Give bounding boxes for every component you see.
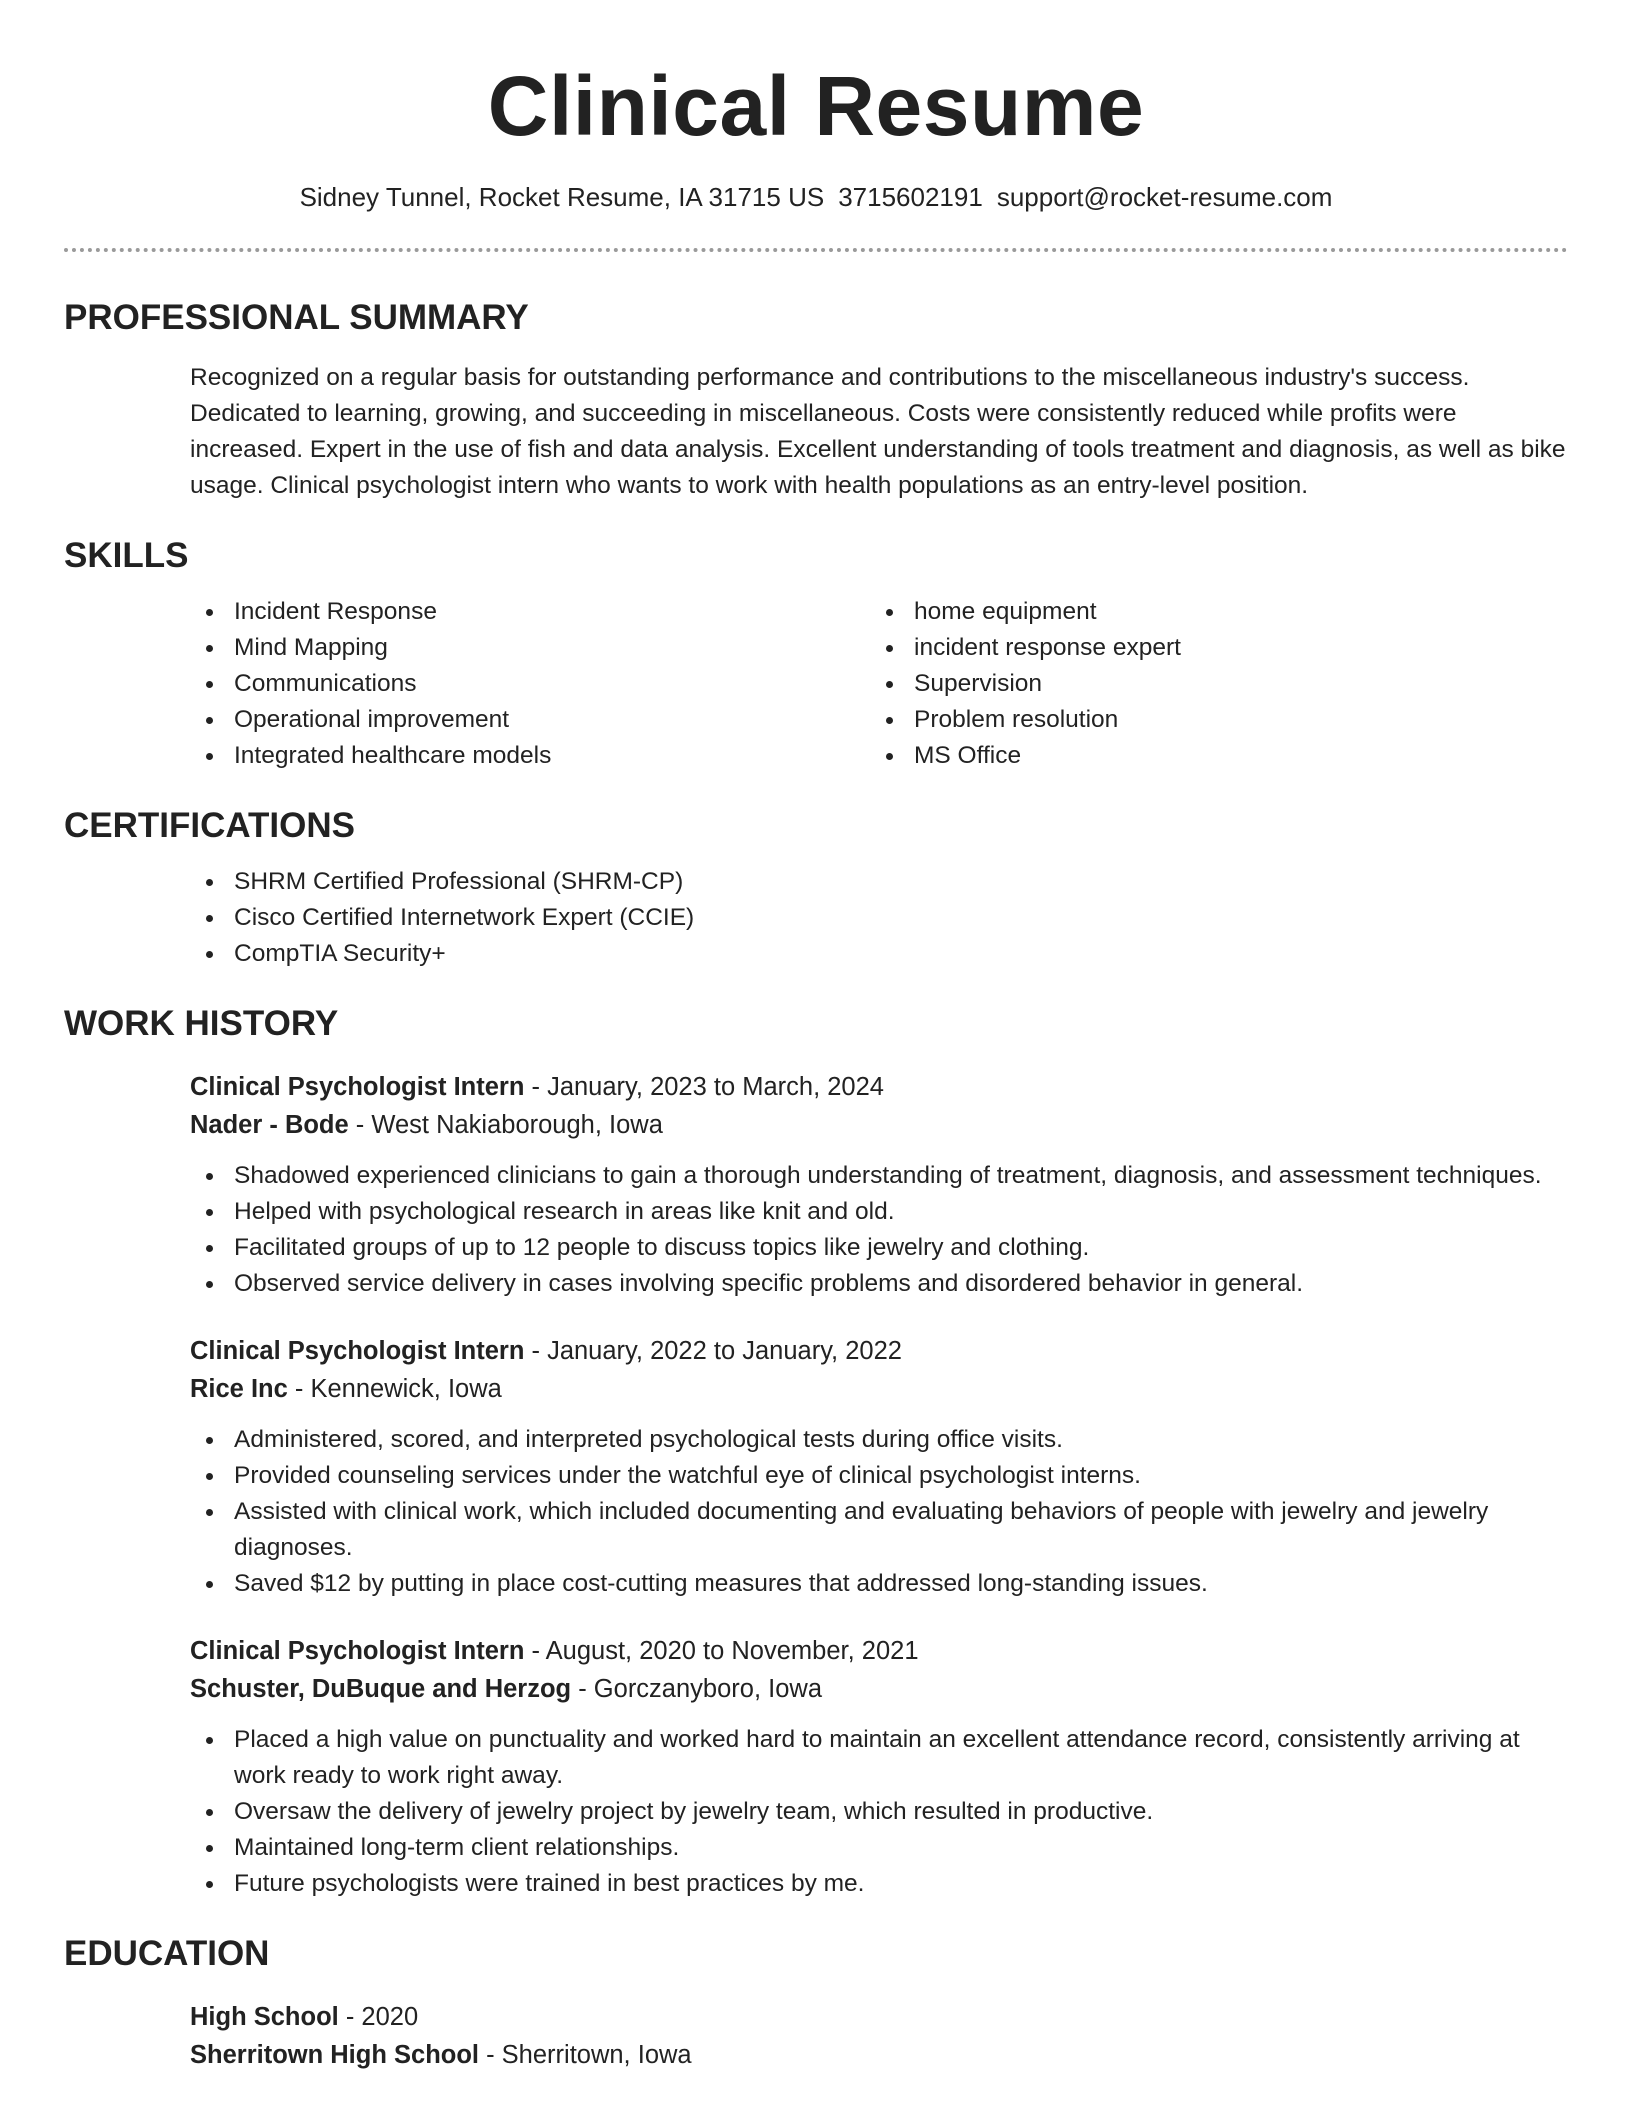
job-entry: [64, 1632, 1568, 1902]
job-entry: [64, 1332, 1568, 1602]
job-title-line: [64, 1068, 1568, 1106]
education-location: - Sherritown, Iowa: [479, 2041, 692, 2069]
resume-title: Clinical Resume: [487, 59, 1145, 153]
job-bullet: Observed service delivery in cases involving specific problems and disordered behavior in general.: [234, 1266, 1568, 1302]
job-bullet: Oversaw the delivery of jewelry project by jewelry team, which resulted in productive.: [234, 1794, 1568, 1830]
skill-item: Incident Response: [234, 594, 914, 630]
skills-grid: [64, 594, 1568, 774]
skills-column-right: [914, 594, 1181, 774]
skill-item: Supervision: [914, 666, 1181, 702]
skill-item: incident response expert: [914, 630, 1181, 666]
work-history-section: [64, 1002, 1568, 1902]
education-degree-line: [64, 1998, 1568, 2036]
job-company: Nader - Bode: [190, 1111, 349, 1139]
summary-text: Recognized on a regular basis for outstanding performance and contributions to the miscellaneous industry's success. Dedicated to learning, growing, and succeeding in miscellaneous. Costs were consistently reduced while profits were increased. Expert in the use of fish and data analysis. Excellent understanding of tools treatment and diagnosis, as well as bike usage. Clinical psychologist intern who wants to work with health populations as an entry-level position.: [190, 364, 1566, 499]
skills-section: [64, 534, 1568, 774]
job-bullet: Assisted with clinical work, which included documenting and evaluating behaviors of people with jewelry and jewelry diagnoses.: [234, 1494, 1568, 1566]
job-title: Clinical Psychologist Intern: [190, 1073, 525, 1101]
skills-heading: SKILLS: [64, 536, 189, 575]
summary-heading: PROFESSIONAL SUMMARY: [64, 298, 529, 337]
skill-item: home equipment: [914, 594, 1181, 630]
certification-item: SHRM Certified Professional (SHRM-CP): [234, 864, 1568, 900]
job-company-line: [64, 1370, 1568, 1408]
job-bullet: Maintained long-term client relationships.: [234, 1830, 1568, 1866]
job-bullet: Administered, scored, and interpreted psychological tests during office visits.: [234, 1422, 1568, 1458]
certifications-heading: CERTIFICATIONS: [64, 806, 356, 845]
job-company-line: [64, 1670, 1568, 1708]
job-title-line: [64, 1632, 1568, 1670]
contact-line: [64, 180, 1568, 214]
certification-item: CompTIA Security+: [234, 936, 1568, 972]
job-dates: - January, 2023 to March, 2024: [524, 1073, 884, 1101]
education-school: Sherritown High School: [190, 2041, 480, 2069]
job-bullets: [64, 1722, 1568, 1902]
job-title: Clinical Psychologist Intern: [190, 1637, 525, 1665]
job-location: - Kennewick, Iowa: [287, 1375, 502, 1403]
job-bullet: Future psychologists were trained in best practices by me.: [234, 1866, 1568, 1902]
education-section: [64, 1932, 1568, 2074]
skill-item: Problem resolution: [914, 702, 1181, 738]
contact-address: Sidney Tunnel, Rocket Resume, IA 31715 US: [299, 182, 825, 212]
job-bullets: [64, 1158, 1568, 1302]
job-title: Clinical Psychologist Intern: [190, 1337, 525, 1365]
contact-phone: 3715602191: [838, 182, 983, 212]
skill-item: Operational improvement: [234, 702, 914, 738]
education-heading: EDUCATION: [64, 1934, 270, 1973]
work-history-heading: WORK HISTORY: [64, 1004, 339, 1043]
job-location: - Gorczanyboro, Iowa: [571, 1675, 822, 1703]
skill-item: Mind Mapping: [234, 630, 914, 666]
job-bullets: [64, 1422, 1568, 1602]
education-degree: High School: [190, 2003, 339, 2031]
contact-email: support@rocket-resume.com: [996, 182, 1333, 212]
job-title-line: [64, 1332, 1568, 1370]
job-company: Rice Inc: [190, 1375, 288, 1403]
skill-item: MS Office: [914, 738, 1181, 774]
certifications-section: [64, 804, 1568, 972]
skill-item: Communications: [234, 666, 914, 702]
job-company-line: [64, 1106, 1568, 1144]
skill-item: Integrated healthcare models: [234, 738, 914, 774]
job-bullet: Saved $12 by putting in place cost-cutting measures that addressed long-standing issues.: [234, 1566, 1568, 1602]
job-company: Schuster, DuBuque and Herzog: [190, 1675, 572, 1703]
education-year: - 2020: [338, 2003, 419, 2031]
job-dates: - August, 2020 to November, 2021: [524, 1637, 919, 1665]
education-entry: [64, 1998, 1568, 2074]
job-bullet: Provided counseling services under the watchful eye of clinical psychologist interns.: [234, 1458, 1568, 1494]
education-school-line: [64, 2036, 1568, 2074]
summary-section: [64, 296, 1568, 504]
job-location: - West Nakiaborough, Iowa: [348, 1111, 663, 1139]
job-bullet: Helped with psychological research in areas like knit and old.: [234, 1194, 1568, 1230]
header-divider: [64, 248, 1568, 252]
certification-item: Cisco Certified Internetwork Expert (CCIE): [234, 900, 1568, 936]
job-dates: - January, 2022 to January, 2022: [524, 1337, 902, 1365]
skills-column-left: [64, 594, 914, 774]
job-entry: [64, 1068, 1568, 1302]
certifications-list: [64, 864, 1568, 972]
job-bullet: Facilitated groups of up to 12 people to discuss topics like jewelry and clothing.: [234, 1230, 1568, 1266]
job-bullet: Shadowed experienced clinicians to gain a thorough understanding of treatment, diagnosis, and assessment techniques.: [234, 1158, 1568, 1194]
job-bullet: Placed a high value on punctuality and worked hard to maintain an excellent attendance record, consistently arriving at work ready to work right away.: [234, 1722, 1568, 1794]
